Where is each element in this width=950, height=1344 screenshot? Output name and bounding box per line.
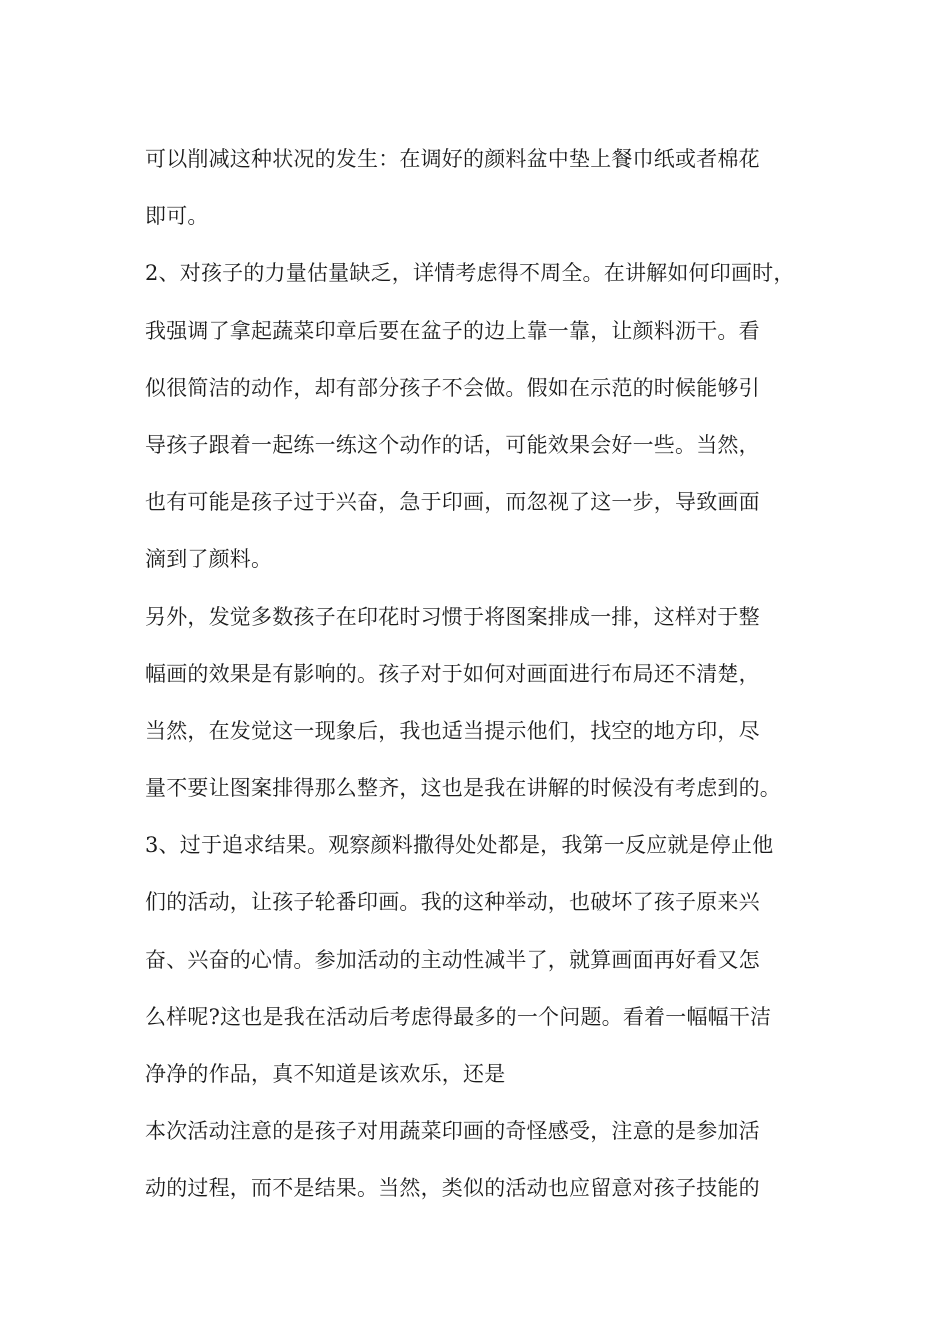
text-line: 导孩子跟着一起练一练这个动作的话，可能效果会好一些。当然， <box>145 432 760 457</box>
text-line: 滴到了颜料。 <box>145 547 273 572</box>
text-line: 另外，发觉多数孩子在印花时习惯于将图案排成一排，这样对于整 <box>145 604 760 629</box>
text-line: 当然，在发觉这一现象后，我也适当提示他们，找空的地方印，尽 <box>145 718 760 743</box>
text-line: 奋、兴奋的心情。参加活动的主动性减半了，就算画面再好看又怎 <box>145 947 760 972</box>
body-text <box>145 131 825 1218</box>
text-line: 净净的作品，真不知道是该欢乐，还是 <box>145 1062 506 1086</box>
text-line: 动的过程，而不是结果。当然，类似的活动也应留意对孩子技能的 <box>145 1176 760 1201</box>
text-line: 即可。 <box>145 204 209 229</box>
text-line: 似很简洁的动作，却有部分孩子不会做。假如在示范的时候能够引 <box>145 375 760 400</box>
text-line: 量不要让图案排得那么整齐，这也是我在讲解的时候没有考虑到的。 <box>145 776 781 801</box>
text-line: 2、对孩子的力量估量缺乏，详情考虑得不周全。在讲解如何印画时， <box>145 261 795 286</box>
text-line: 幅画的效果是有影响的。孩子对于如何对画面进行布局还不清楚， <box>145 661 760 686</box>
text-line: 们的活动，让孩子轮番印画。我的这种举动，也破坏了孩子原来兴 <box>145 890 760 915</box>
text-line: 本次活动注意的是孩子对用蔬菜印画的奇怪感受，注意的是参加活 <box>145 1119 760 1144</box>
text-line: 3、过于追求结果。观察颜料撒得处处都是，我第一反应就是停止他 <box>145 833 774 858</box>
text-line: 可以削减这种状况的发生：在调好的颜料盆中垫上餐巾纸或者棉花 <box>145 147 760 171</box>
text-line: 么样呢?这也是我在活动后考虑得最多的一个问题。看着一幅幅干洁 <box>145 1004 772 1029</box>
text-line: 我强调了拿起蔬菜印章后要在盆子的边上靠一靠，让颜料沥干。看 <box>145 318 760 343</box>
text-line: 也有可能是孩子过于兴奋，急于印画，而忽视了这一步，导致画面 <box>145 490 760 515</box>
